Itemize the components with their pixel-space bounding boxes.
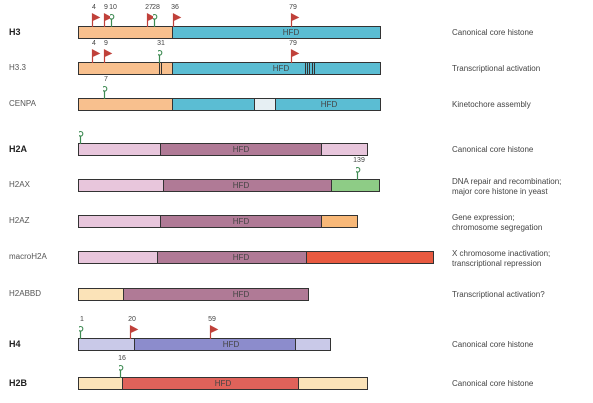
hfd-label: HFD [282, 28, 300, 37]
domain-segment [254, 99, 275, 110]
variant-label: H2ABBD [9, 289, 42, 298]
protein-bar [78, 179, 380, 192]
modification-pin-icon [119, 364, 129, 378]
variant-label: macroH2A [9, 252, 47, 261]
function-text [452, 177, 590, 197]
modification-pin-icon [103, 85, 113, 99]
function-line: DNA repair and recombination; [452, 177, 562, 186]
protein-bar [78, 215, 358, 228]
methylation-flag-icon [290, 49, 300, 63]
modification-pin-icon [158, 49, 168, 63]
function-text [452, 28, 590, 38]
domain-segment [123, 289, 308, 300]
residue-position: 79 [289, 4, 297, 11]
residue-position: 139 [353, 157, 365, 164]
protein-bar [78, 338, 331, 351]
protein-bar [78, 26, 381, 39]
function-line: Gene expression; [452, 213, 515, 222]
hfd-label: HFD [320, 100, 338, 109]
protein-bar [78, 62, 381, 75]
variant-label: H3.3 [9, 63, 26, 72]
function-line: Canonical core histone [452, 145, 534, 154]
domain-segment [79, 378, 122, 389]
protein-bar [78, 288, 309, 301]
domain-segment [134, 339, 295, 350]
domain-segment [79, 252, 157, 263]
variant-residue-stripe [312, 63, 313, 74]
domain-segment [79, 180, 163, 191]
variant-label: CENPA [9, 99, 36, 108]
domain-segment [321, 144, 367, 155]
domain-segment [295, 339, 330, 350]
function-text [452, 249, 590, 269]
protein-bar [78, 143, 368, 156]
domain-segment [79, 339, 134, 350]
hfd-label: HFD [232, 217, 250, 226]
variant-residue-stripe [309, 63, 310, 74]
residue-position: 16 [118, 355, 126, 362]
methylation-flag-icon [172, 13, 182, 27]
methylation-flag-icon [129, 325, 139, 339]
function-text [452, 213, 590, 233]
domain-segment [172, 99, 253, 110]
residue-position: 31 [157, 40, 165, 47]
domain-segment [79, 289, 123, 300]
modification-pin-icon [153, 13, 163, 27]
domain-segment [331, 180, 379, 191]
function-line: Canonical core histone [452, 379, 534, 388]
methylation-flag-icon [290, 13, 300, 27]
residue-position: 4 [92, 40, 96, 47]
variant-residue-stripe [305, 63, 306, 74]
protein-bar [78, 377, 368, 390]
residue-position: 9 [104, 4, 108, 11]
domain-segment [157, 252, 306, 263]
domain-segment [321, 216, 357, 227]
residue-position: 9 [104, 40, 108, 47]
hfd-label: HFD [222, 340, 240, 349]
function-line: Kinetochore assembly [452, 100, 531, 109]
domain-segment [298, 378, 367, 389]
hfd-label: HFD [214, 379, 232, 388]
variant-residue-stripe [159, 63, 160, 74]
modification-pin-icon [356, 166, 366, 180]
function-text [452, 64, 590, 74]
domain-segment [306, 252, 433, 263]
residue-position: 59 [208, 316, 216, 323]
function-line: Canonical core histone [452, 340, 534, 349]
function-text [452, 340, 590, 350]
variant-label: H2AX [9, 180, 30, 189]
variant-residue-stripe [314, 63, 315, 74]
function-text [452, 100, 590, 110]
function-text [452, 145, 590, 155]
variant-residue-stripe [307, 63, 308, 74]
modification-pin-icon [79, 130, 89, 144]
modification-pin-icon [79, 325, 89, 339]
function-text [452, 379, 590, 389]
modification-pin-icon [110, 13, 120, 27]
hfd-label: HFD [272, 64, 290, 73]
domain-segment [172, 27, 380, 38]
variant-label: H3 [9, 27, 21, 37]
methylation-flag-icon [91, 49, 101, 63]
function-line: Transcriptional activation [452, 64, 541, 73]
function-line: major core histone in yeast [452, 187, 548, 196]
domain-segment [79, 27, 172, 38]
function-text [452, 290, 590, 300]
residue-position: 1 [80, 316, 84, 323]
residue-position: 20 [128, 316, 136, 323]
protein-bar [78, 251, 434, 264]
methylation-flag-icon [91, 13, 101, 27]
domain-segment [79, 99, 172, 110]
hfd-label: HFD [232, 290, 250, 299]
variant-label: H4 [9, 339, 21, 349]
domain-segment [79, 216, 160, 227]
protein-bar [78, 98, 381, 111]
hfd-label: HFD [232, 145, 250, 154]
function-line: chromosome segregation [452, 223, 543, 232]
residue-position: 79 [289, 40, 297, 47]
domain-segment [79, 144, 160, 155]
variant-label: H2A [9, 144, 28, 154]
variant-label: H2B [9, 378, 28, 388]
residue-position: 28 [152, 4, 160, 11]
residue-position: 7 [104, 76, 108, 83]
function-line: Transcriptional activation? [452, 290, 545, 299]
hfd-label: HFD [232, 253, 250, 262]
methylation-flag-icon [209, 325, 219, 339]
domain-segment [122, 378, 298, 389]
residue-position: 27 [145, 4, 153, 11]
residue-position: 36 [171, 4, 179, 11]
residue-position: 4 [92, 4, 96, 11]
residue-position: 10 [109, 4, 117, 11]
function-line: Canonical core histone [452, 28, 534, 37]
variant-residue-stripe [161, 63, 162, 74]
function-line: X chromosome inactivation; [452, 249, 551, 258]
methylation-flag-icon [103, 49, 113, 63]
hfd-label: HFD [232, 181, 250, 190]
function-line: transcriptional repression [452, 259, 542, 268]
variant-label: H2AZ [9, 216, 30, 225]
